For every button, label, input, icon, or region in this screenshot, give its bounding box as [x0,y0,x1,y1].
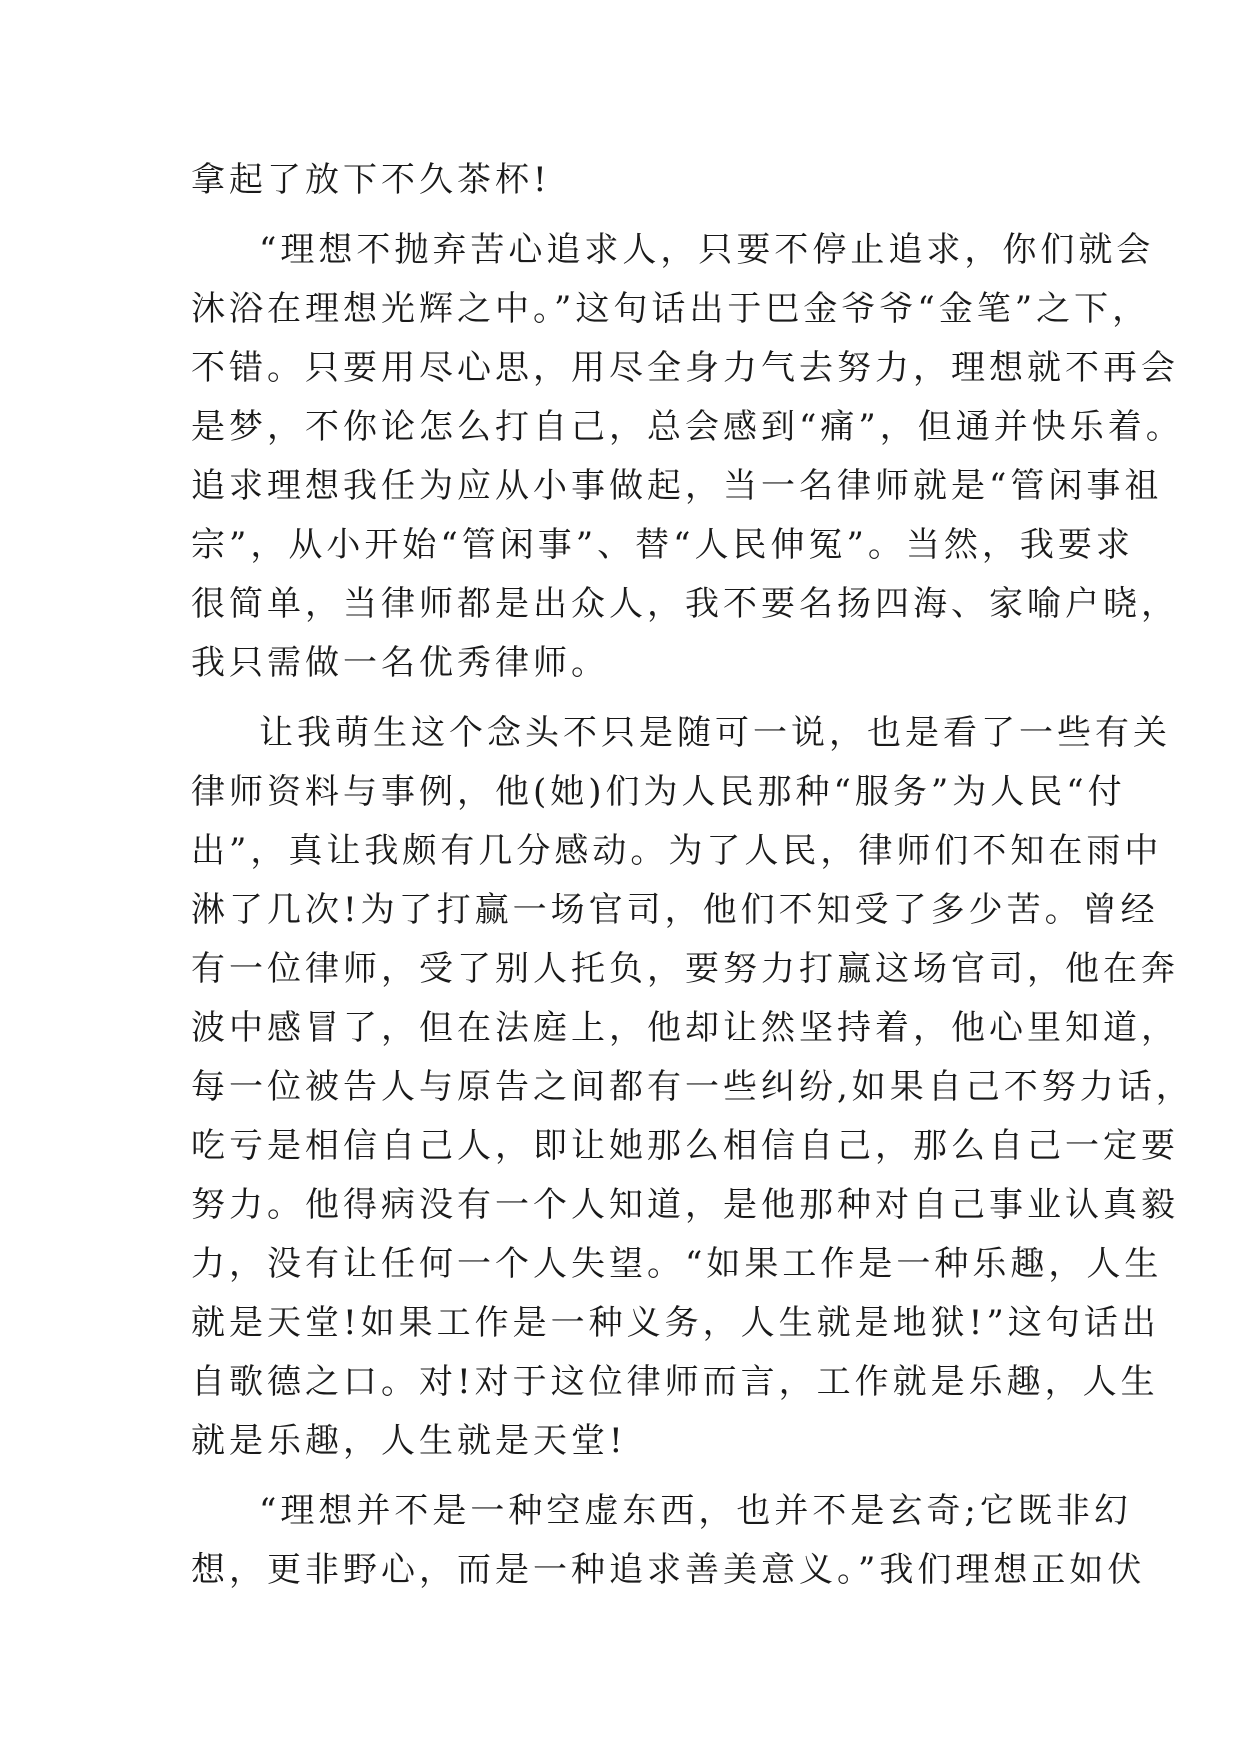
paragraph-3-line-2: 律师资料与事例，他(她)们为人民那种“服务”为人民“付 [191,772,1126,812]
paragraph-2-line-2: 沐浴在理想光辉之中。”这句话出于巴金爷爷“金笔”之下， [191,289,1151,329]
paragraph-2-line-7: 很简单，当律师都是出众人，我不要名扬四海、家喻户晓， [191,584,1179,624]
paragraph-3-line-3: 出”，真让我颇有几分感动。为了人民，律师们不知在雨中 [191,831,1163,871]
paragraph-2-line-8: 我只需做一名优秀律师。 [191,643,609,683]
paragraph-3-line-4: 淋了几次!为了打赢一场官司，他们不知受了多少苦。曾经 [191,890,1159,930]
paragraph-3-line-6: 波中感冒了，但在法庭上，他却让然坚持着，他心里知道， [191,1008,1179,1048]
paragraph-3-line-11: 就是天堂!如果工作是一种义务，人生就是地狱!”这句话出 [191,1303,1160,1343]
paragraph-2-line-6: 宗”，从小开始“管闲事”、替“人民伸冤”。当然，我要求 [191,525,1134,565]
paragraph-2-line-4: 是梦，不你论怎么打自己，总会感到“痛”，但通并快乐着。 [191,407,1184,447]
paragraph-2-line-5: 追求理想我任为应从小事做起，当一名律师就是“管闲事祖 [191,466,1163,506]
paragraph-3-line-7: 每一位被告人与原告之间都有一些纠纷,如果自己不努力话， [191,1067,1194,1107]
paragraph-3-line-12: 自歌德之口。对!对于这位律师而言，工作就是乐趣，人生 [191,1362,1159,1402]
paragraph-2-line-3: 不错。只要用尽心思，用尽全身力气去努力，理想就不再会 [191,348,1179,388]
paragraph-3-line-9: 努力。他得病没有一个人知道，是他那种对自己事业认真毅 [191,1185,1179,1225]
paragraph-3-line-1: 让我萌生这个念头不只是随可一说，也是看了一些有关 [259,713,1171,753]
document-body [191,160,1194,1609]
paragraph-3-line-5: 有一位律师，受了别人托负，要努力打赢这场官司，他在奔 [191,949,1179,989]
paragraph-4-line-1: “理想并不是一种空虚东西，也并不是玄奇;它既非幻 [259,1491,1132,1531]
paragraph-3-line-8: 吃亏是相信自己人，即让她那么相信自己，那么自己一定要 [191,1126,1179,1166]
paragraph-3-line-10: 力，没有让任何一个人失望。“如果工作是一种乐趣，人生 [191,1244,1163,1284]
paragraph-4-line-2: 想，更非野心，而是一种追求善美意义。”我们理想正如伏 [191,1550,1146,1590]
paragraph-3-line-13: 就是乐趣，人生就是天堂! [191,1421,627,1461]
paragraph-1-line-1: 拿起了放下不久茶杯! [191,160,551,200]
paragraph-2-line-1: “理想不抛弃苦心追求人，只要不停止追求，你们就会 [259,230,1155,270]
